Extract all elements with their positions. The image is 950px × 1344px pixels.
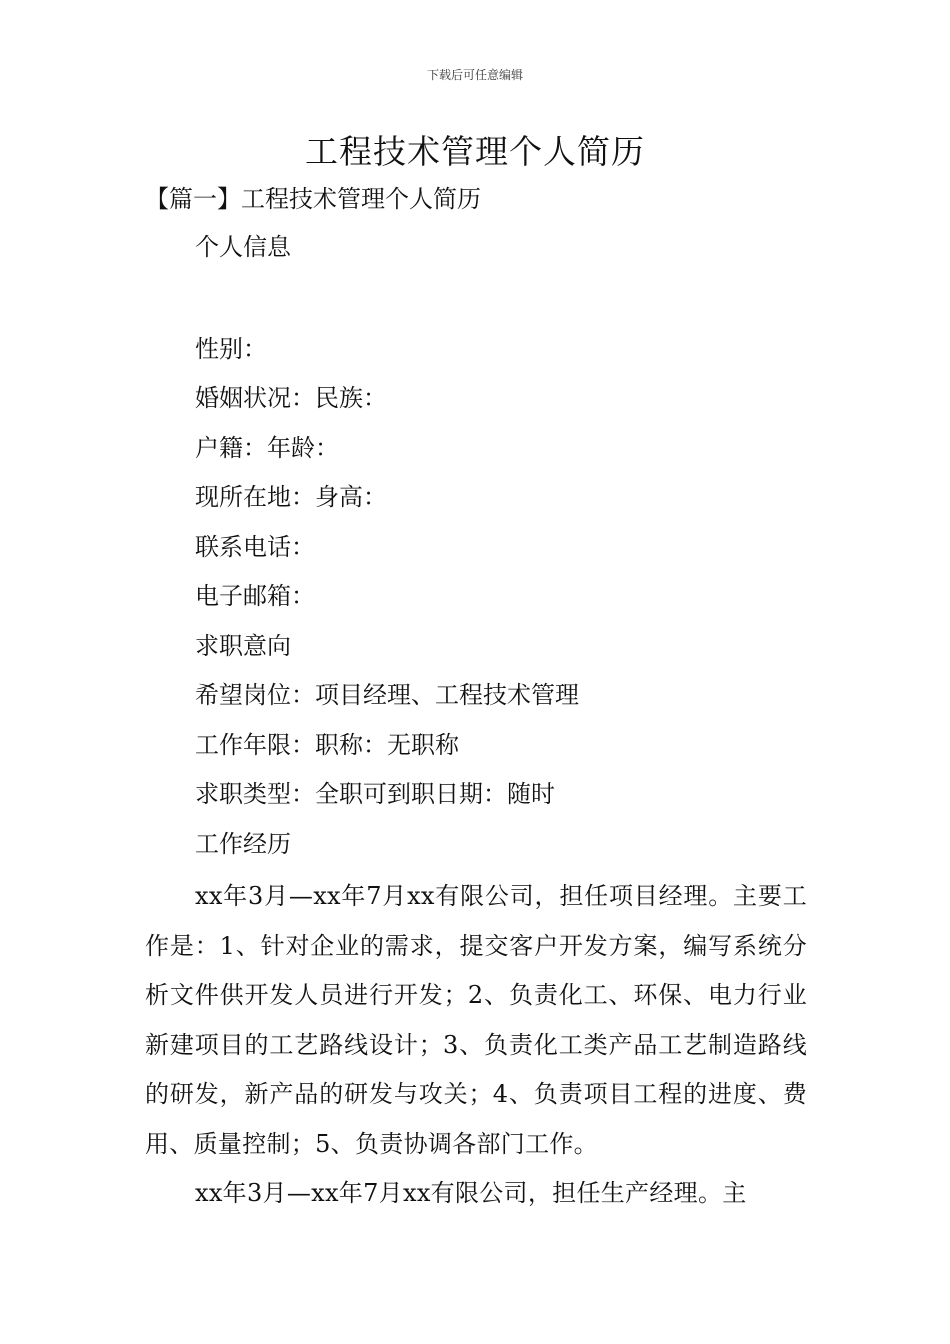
- job-type-field: 求职类型：全职可到职日期：随时: [195, 780, 555, 808]
- header-note: 下载后可任意编辑: [426, 68, 523, 82]
- job-intention-heading: 求职意向: [195, 632, 291, 660]
- location-height-field: 现所在地：身高：: [195, 483, 387, 511]
- personal-info-heading: 个人信息: [195, 233, 291, 261]
- work-experience-heading: 工作经历: [195, 830, 291, 858]
- section-heading: 【篇一】工程技术管理个人简历: [145, 185, 481, 213]
- experience-paragraph-1: xx年3月—xx年7月xx有限公司，担任项目经理。主要工作是：1、针对企业的需求，提交客户开发方案，编写系统分析文件供开发人员进行开发；2、负责化工、环保、电力行业新建项目的工艺路线设计；3、负责化工类产品工艺制造路线的研发，新产品的研发与攻关；4、负责项目工程的进度、费用、质量控制；5、负责协调各部门工作。: [145, 882, 807, 1158]
- document-title: 工程技术管理个人简历: [305, 132, 645, 171]
- email-field: 电子邮箱：: [195, 582, 315, 610]
- gender-field: 性别：: [195, 335, 267, 363]
- experience-paragraph-2: xx年3月—xx年7月xx有限公司，担任生产经理。主: [195, 1179, 747, 1207]
- household-age-field: 户籍：年龄：: [195, 434, 339, 462]
- years-title-field: 工作年限：职称：无职称: [195, 731, 459, 759]
- phone-field: 联系电话：: [195, 533, 315, 561]
- marital-ethnic-field: 婚姻状况：民族：: [195, 384, 387, 412]
- desired-position-field: 希望岗位：项目经理、工程技术管理: [195, 681, 579, 709]
